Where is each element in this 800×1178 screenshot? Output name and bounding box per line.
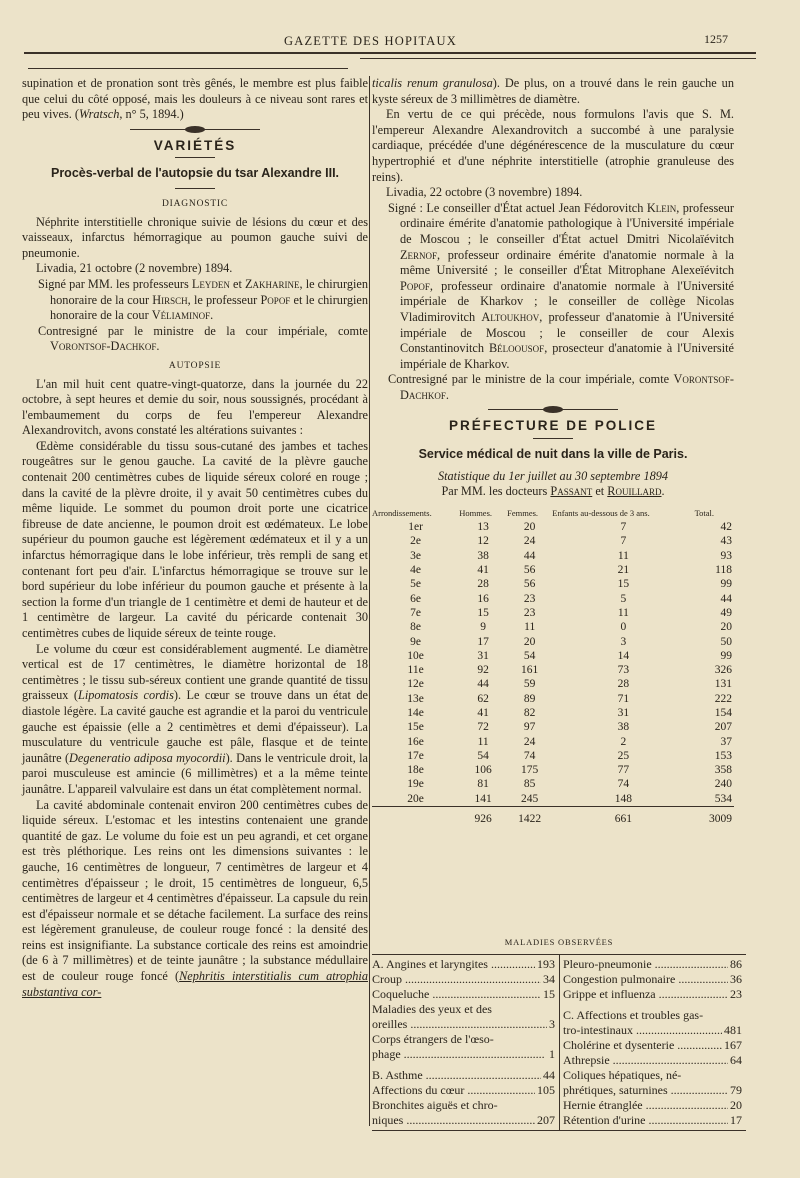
stat-title: Statistique du 1er juillet au 30 septembre 1894 (437, 468, 669, 483)
disease-count: 79 (730, 1083, 742, 1097)
column-divider (369, 76, 370, 1126)
list-item (563, 1023, 742, 1038)
table-cell: 44 (523, 549, 536, 562)
table-cell: 31 (477, 649, 489, 662)
table-row (372, 606, 734, 620)
table-row (372, 620, 734, 634)
table-cell: 358 (714, 764, 732, 777)
total-cell: 3009 (695, 807, 734, 827)
maladies-block (372, 935, 746, 1131)
table-cell: 23 (523, 606, 536, 619)
table-cell: 141 (474, 792, 492, 805)
table-cell: 54 (523, 649, 536, 662)
total-cell: 926 (459, 807, 507, 827)
list-item (563, 1083, 742, 1098)
table-cell: 37 (720, 735, 732, 748)
table-row (372, 563, 734, 577)
table-cell: 16 (477, 592, 489, 605)
disease-count: 86 (730, 957, 742, 971)
table-row (372, 677, 734, 691)
table-cell: 99 (720, 578, 732, 591)
table-cell: 2 (620, 735, 627, 748)
table-row (372, 692, 734, 706)
disease-count: 15 (543, 987, 555, 1001)
table-cell: 41 (477, 707, 489, 719)
list-item (563, 957, 742, 972)
disease-label: B. Asthme ..... (372, 1068, 541, 1083)
section-title: VARIÉTÉS (153, 137, 237, 153)
table-cell: 5e (410, 578, 422, 591)
signatories: Signé par MM. les professeurs Leyden et Zakharine, le chirurgien honoraire de la cour Hirsch, le professeur Popof et le chirurgien honoraire de la cour Véliaminof. (38, 276, 369, 323)
table-cell: 11 (617, 606, 629, 619)
column-header: Arrondissements. (372, 507, 432, 518)
table-cell: 43 (720, 535, 732, 548)
list-item (563, 972, 742, 987)
table-cell: 20 (523, 521, 536, 534)
total-cell: 661 (552, 807, 694, 827)
table-cell: 245 (521, 792, 539, 805)
disease-label: phage ..... (372, 1047, 547, 1062)
total-cell: 1422 (507, 807, 552, 827)
disease-count: 167 (724, 1038, 742, 1052)
table-cell: 11 (477, 735, 489, 748)
disease-count: 17 (730, 1113, 742, 1127)
article-title: Procès-verbal de l'autopsie du tsar Alexandre III. (50, 166, 340, 181)
short-rule (533, 438, 573, 439)
table-row (372, 534, 734, 548)
table-cell: 17e (407, 749, 424, 762)
disease-label: Cholérine et dysenterie ..... (563, 1038, 722, 1053)
table-cell: 42 (720, 521, 732, 534)
list-item (563, 987, 742, 1002)
list-item (563, 1098, 742, 1113)
table-row (372, 592, 734, 606)
ornament-separator (488, 409, 618, 410)
table-cell: 31 (617, 707, 630, 719)
diagnostic-text: Néphrite interstitielle chronique suivie de lésions du cœur et des vaisseaux, infarctus hémorragique au poumon gauche suivi de pneumonie. (22, 214, 368, 260)
table-cell: 0 (620, 621, 627, 634)
table-cell: 71 (617, 692, 630, 705)
table-cell: 81 (477, 778, 489, 791)
disease-count: 20 (730, 1098, 742, 1112)
table-row (372, 577, 734, 591)
table-cell: 15 (477, 606, 489, 619)
table-cell: 21 (617, 564, 630, 577)
table-cell: 18e (407, 764, 424, 777)
disease-label: Athrepsie ..... (563, 1053, 728, 1068)
table-cell: 74 (617, 778, 630, 791)
table-row (372, 635, 734, 649)
column-header: Enfants au-dessous de 3 ans. (552, 507, 650, 518)
table-cell: 14e (407, 707, 424, 719)
paragraph: Le volume du cœur est considérablement augmenté. Le diamètre vertical est de 17 centimètres, le diamètre horizontal de 18 centimètres ; le tissu sub-séreux contient une grande quantité de tissu graisseux (Lipomatosis cordis). Le cœur se trouve dans un état de diastole légère. La cavité gauche est agrandie et la paroi du ventricule gauche est épaissie (elle a 2 centimètres et demi d'épaisseur). La musculature du ventricule gauche est pâle, flasque et de teinte jaunâtre (Degeneratio adiposa myocordii). Dans le ventricule droit, la paroi musculeuse est amincie (6 millimètres) et a la même teinte jaunâtre. L'appareil valvulaire est dans un état complètement normal. (22, 641, 368, 796)
list-item (372, 1068, 555, 1083)
table-cell: 82 (523, 707, 536, 719)
table-cell: 77 (617, 764, 630, 777)
paragraph: ticalis renum granulosa). De plus, on a trouvé dans le rein gauche un kyste séreux de 3 millimètres de diamètre. (372, 76, 734, 106)
list-item: Maladies des yeux et des (372, 1002, 492, 1016)
table-cell: 6e (410, 592, 422, 605)
paragraph: Œdème considérable du tissu sous-cutané des jambes et taches rougeâtres sur le genou gauche. La cavité de la plèvre gauche contenait 200 centimètres cubes de liquide séreux coloré en rouge ; dans la cavité de la plèvre droite, il y avait 50 centimètres cubes du même liquide. Le sommet du poumon droit porte une cicatrice fibreuse de date ancienne, le poumon droit est œdémateux. Le lobe supérieur du poumon gauche est légèrement œdémateux et il y a un infarctus hémorragique dans le lobe inférieur, très rempli de sang et contenant fort peu d'air. L'infarctus hémorragique se trouve sur le bord supérieur du lobe inférieur du poumon gauche et présente à la section la forme d'un triangle de 1 centimètre et demi de hauteur et de 1 centimètre de largeur. La cavité du péricarde contenait 30 centimètres cubes de liquide séreux de teinte rouge. (22, 438, 368, 640)
disease-label: Pleuro-pneumonie ..... (563, 957, 728, 972)
table-cell: 10e (407, 649, 424, 662)
maladies-heading: MALADIES OBSERVÉES (504, 937, 614, 947)
disease-count: 36 (730, 972, 742, 986)
table-cell: 99 (720, 649, 732, 662)
disease-label: niques ..... (372, 1113, 535, 1128)
table-cell: 20 (720, 621, 732, 634)
table-row (372, 763, 734, 777)
header-rule (24, 52, 756, 54)
disease-count: 105 (537, 1083, 555, 1097)
table-cell: 28 (477, 578, 489, 591)
table-cell: 9e (410, 635, 422, 648)
disease-count: 44 (543, 1068, 555, 1082)
table-cell: 13e (407, 692, 424, 705)
disease-count: 207 (537, 1113, 555, 1127)
table-cell: 118 (715, 564, 732, 577)
right-column (372, 76, 734, 826)
table-cell: 161 (521, 664, 539, 677)
list-item: Bronchites aiguës et chro- (372, 1098, 498, 1112)
table-cell: 11e (407, 664, 424, 677)
disease-label: tro-intestinaux ..... (563, 1023, 722, 1038)
autopsie-heading: AUTOPSIE (168, 360, 222, 371)
table-cell: 106 (474, 764, 492, 777)
authors-line: Par MM. les docteurs Passant et Rouillard. (441, 484, 665, 499)
disease-label: Hernie étranglée ..... (563, 1098, 728, 1113)
disease-count: 64 (730, 1053, 742, 1067)
list-item (372, 1017, 555, 1032)
table-cell: 148 (614, 792, 633, 805)
table-row (372, 749, 734, 763)
countersignature: Contresigné par le ministre de la cour impériale, comte Vorontsof-Dachkof. (388, 372, 734, 402)
disease-label: Grippe et influenza ..... (563, 987, 728, 1002)
disease-count: 3 (549, 1017, 555, 1031)
table-row (372, 777, 734, 791)
disease-count: 193 (537, 957, 555, 971)
list-item (372, 1113, 555, 1128)
table-cell: 59 (523, 678, 536, 691)
ornament-separator (130, 129, 260, 130)
table-cell: 17 (477, 635, 489, 648)
table-cell: 7e (410, 606, 422, 619)
table-cell: 50 (720, 635, 732, 648)
table-cell: 49 (720, 606, 732, 619)
list-item: Coliques hépatiques, né- (563, 1068, 682, 1082)
table-row (372, 735, 734, 749)
table-cell: 19e (407, 778, 424, 791)
table-cell: 85 (523, 778, 536, 791)
table-cell: 38 (617, 721, 630, 734)
disease-label: phrétiques, saturnines ..... (563, 1083, 728, 1098)
table-cell: 20e (407, 792, 424, 805)
list-item: Corps étrangers de l'œso- (372, 1032, 494, 1046)
table-cell: 24 (523, 535, 536, 548)
table-row (372, 720, 734, 734)
table-cell: 44 (477, 678, 489, 691)
disease-label: Congestion pulmonaire ..... (563, 972, 728, 987)
table-cell: 207 (714, 721, 732, 734)
disease-count: 481 (724, 1023, 742, 1037)
list-item (563, 1053, 742, 1068)
table-cell: 24 (523, 735, 536, 748)
service-title: Service médical de nuit dans la ville de Paris. (418, 447, 688, 462)
table-cell: 92 (477, 664, 489, 677)
table-cell: 14 (617, 649, 630, 662)
maladies-column-left (372, 955, 559, 1130)
table-cell: 154 (714, 707, 732, 719)
table-cell: 56 (523, 564, 536, 577)
table-cell: 74 (523, 749, 536, 762)
disease-count: 34 (543, 972, 555, 986)
paragraph: La cavité abdominale contenait environ 200 centimètres cubes de liquide séreux. L'estomac et les intestins contenaient une grande quantité de gaz. Le volume du foie est un peu agrandi, et cet organe est très pléthorique. Les reins ont les dimensions suivantes : le gauche, 16 centimètres de longueur, 7 centimètres de largeur et 4 centimètres d'épaisseur ; le droit, 15 centimètres de longueur, 6,5 centimètres de largeur et 4 centimètres d'épaisseur. La capsule du rein est d'épaisseur normale et se détache facilement. La surface des reins est légèrement granuleuse, de couleur rouge foncé : la densité des reins est insignifiante. La substance corticale des reins est amoindrie (de 6 à 7 millimètres) et de teinte jaunâtre ; la substance médullaire est de couleur rouge foncé (Nephritis interstitialis cum atrophia substantiva cor- (22, 797, 368, 999)
table-cell: 8e (410, 621, 422, 634)
table-cell: 97 (523, 721, 536, 734)
paragraph: En vertu de ce qui précède, nous formulons l'avis que S. M. l'empereur Alexandre Alexandrovitch a succombé à une paralysie cardiaque, précédée d'une dégénérescence de la musculature du cœur hypertrophié et d'une néphrite interstitielle (atrophie granuleuse des reins). (372, 107, 734, 184)
table-row (372, 706, 734, 720)
table-cell: 326 (714, 664, 732, 677)
running-header: GAZETTE DES HOPITAUX (284, 34, 457, 48)
short-rule (175, 188, 215, 189)
intro-paragraph: supination et de pronation sont très gênés, le membre est plus faible que celui du côté opposé, mais les douleurs à ce niveau sont rares et peu vives. (Wratsch, n° 5, 1894.) (22, 76, 368, 122)
countersignature: Contresigné par le ministre de la cour impériale, comte Vorontsof-Dachkof. (38, 323, 368, 354)
list-item (372, 972, 555, 987)
list-item (372, 1047, 555, 1062)
list-item: C. Affections et troubles gas- (563, 1008, 704, 1022)
table-cell: 44 (720, 592, 732, 605)
column-header: Hommes. (459, 507, 493, 518)
disease-label: Rétention d'urine ..... (563, 1113, 728, 1128)
totals-row (372, 807, 734, 827)
table-cell: 20 (523, 635, 536, 648)
diagnostic-date: Livadia, 21 octobre (2 novembre) 1894. (36, 261, 233, 276)
disease-label: Affections du cœur ..... (372, 1083, 535, 1098)
paragraph: L'an mil huit cent quatre-vingt-quatorze, dans la journée du 22 octobre, à sept heures et demie du soir, nous soussignés, procédant à l'embaumement du corps de feu l'empereur Alexandre Alexandrovitch, avons constaté les altérations suivantes : (22, 376, 368, 438)
header-rule-left (28, 68, 348, 69)
table-cell: 5 (620, 592, 627, 605)
header-rule-right (360, 58, 756, 59)
table-cell: 25 (617, 749, 630, 762)
date-line: Livadia, 22 octobre (3 novembre) 1894. (386, 185, 583, 200)
table-cell: 38 (477, 549, 489, 562)
table-row (372, 792, 734, 807)
table-cell: 9 (480, 621, 487, 634)
table-cell: 3e (410, 549, 422, 562)
table-cell: 153 (714, 749, 732, 762)
table-cell: 28 (617, 678, 630, 691)
table-row (372, 520, 734, 534)
table-cell: 73 (617, 664, 630, 677)
list-item (563, 1113, 742, 1128)
page-number: 1257 (704, 32, 728, 46)
disease-count: 1 (549, 1047, 555, 1061)
table-cell: 222 (714, 692, 732, 705)
table-cell: 534 (714, 792, 732, 805)
list-item (372, 1083, 555, 1098)
table-cell: 15 (617, 578, 630, 591)
table-cell: 7 (620, 535, 627, 548)
disease-count: 23 (730, 987, 742, 1001)
table-cell: 93 (720, 549, 732, 562)
left-column (22, 76, 368, 1000)
column-header: Femmes. (507, 507, 539, 518)
disease-label: A. Angines et laryngites ..... (372, 957, 535, 972)
table-row (372, 663, 734, 677)
table-cell: 13 (477, 521, 489, 534)
table-cell: 12e (407, 678, 424, 691)
table-body (372, 520, 734, 806)
table-cell: 2e (410, 535, 422, 548)
maladies-column-right (559, 955, 746, 1130)
table-cell: 72 (477, 721, 489, 734)
diagnostic-heading: DIAGNOSTIC (161, 198, 229, 209)
table-cell: 23 (523, 592, 536, 605)
table-cell: 16e (407, 735, 424, 748)
column-header: Total. (694, 507, 715, 518)
disease-label: Coqueluche ..... (372, 987, 541, 1002)
table-cell: 11 (617, 549, 629, 562)
table-cell: 54 (477, 749, 489, 762)
table-row (372, 649, 734, 663)
table-cell: 15e (407, 721, 424, 734)
table-cell: 89 (523, 692, 536, 705)
table-cell: 12 (477, 535, 489, 548)
table-row (372, 549, 734, 563)
table-cell: 11 (524, 621, 536, 634)
table-cell: 4e (410, 564, 422, 577)
table-cell: 7 (620, 521, 627, 534)
table-cell: 1er (408, 521, 423, 534)
short-rule (175, 157, 215, 158)
table-cell: 131 (714, 678, 732, 691)
table-cell: 62 (477, 692, 489, 705)
statistics-table (372, 506, 734, 827)
table-cell: 240 (714, 778, 732, 791)
disease-label: Croup ..... (372, 972, 541, 987)
table-cell: 41 (477, 564, 489, 577)
signatories: Signé : Le conseiller d'État actuel Jean Fédorovitch Klein, professeur ordinaire émérite d'anatomie pathologique à l'Université impériale de Moscou ; le conseiller d'État actuel Dmitri Nicolaïévitch Zernof, professeur ordinaire émérite d'anatomie normale à la même Université ; le conseiller d'État Mitrophane Alexeïévitch Popof, professeur ordinaire d'anatomie normale à l'Université impériale de Kharkov ; le conseiller de collège Nicolas Vladimirovitch Altoukhov, professeur d'anatomie à l'Université impériale de Moscou ; le conseiller de cour Alexis Constantinovitch Béloousof, prosecteur d'anatomie à l'Université impériale de Kharkov. (388, 200, 734, 371)
table-cell: 175 (521, 764, 539, 777)
list-item (372, 957, 555, 972)
maladies-grid (372, 954, 746, 1131)
table-cell: 3 (620, 635, 627, 648)
list-item (372, 987, 555, 1002)
disease-label: oreilles ..... (372, 1017, 547, 1032)
section-title: PRÉFECTURE DE POLICE (448, 418, 658, 434)
list-item (563, 1038, 742, 1053)
table-cell: 56 (523, 578, 536, 591)
